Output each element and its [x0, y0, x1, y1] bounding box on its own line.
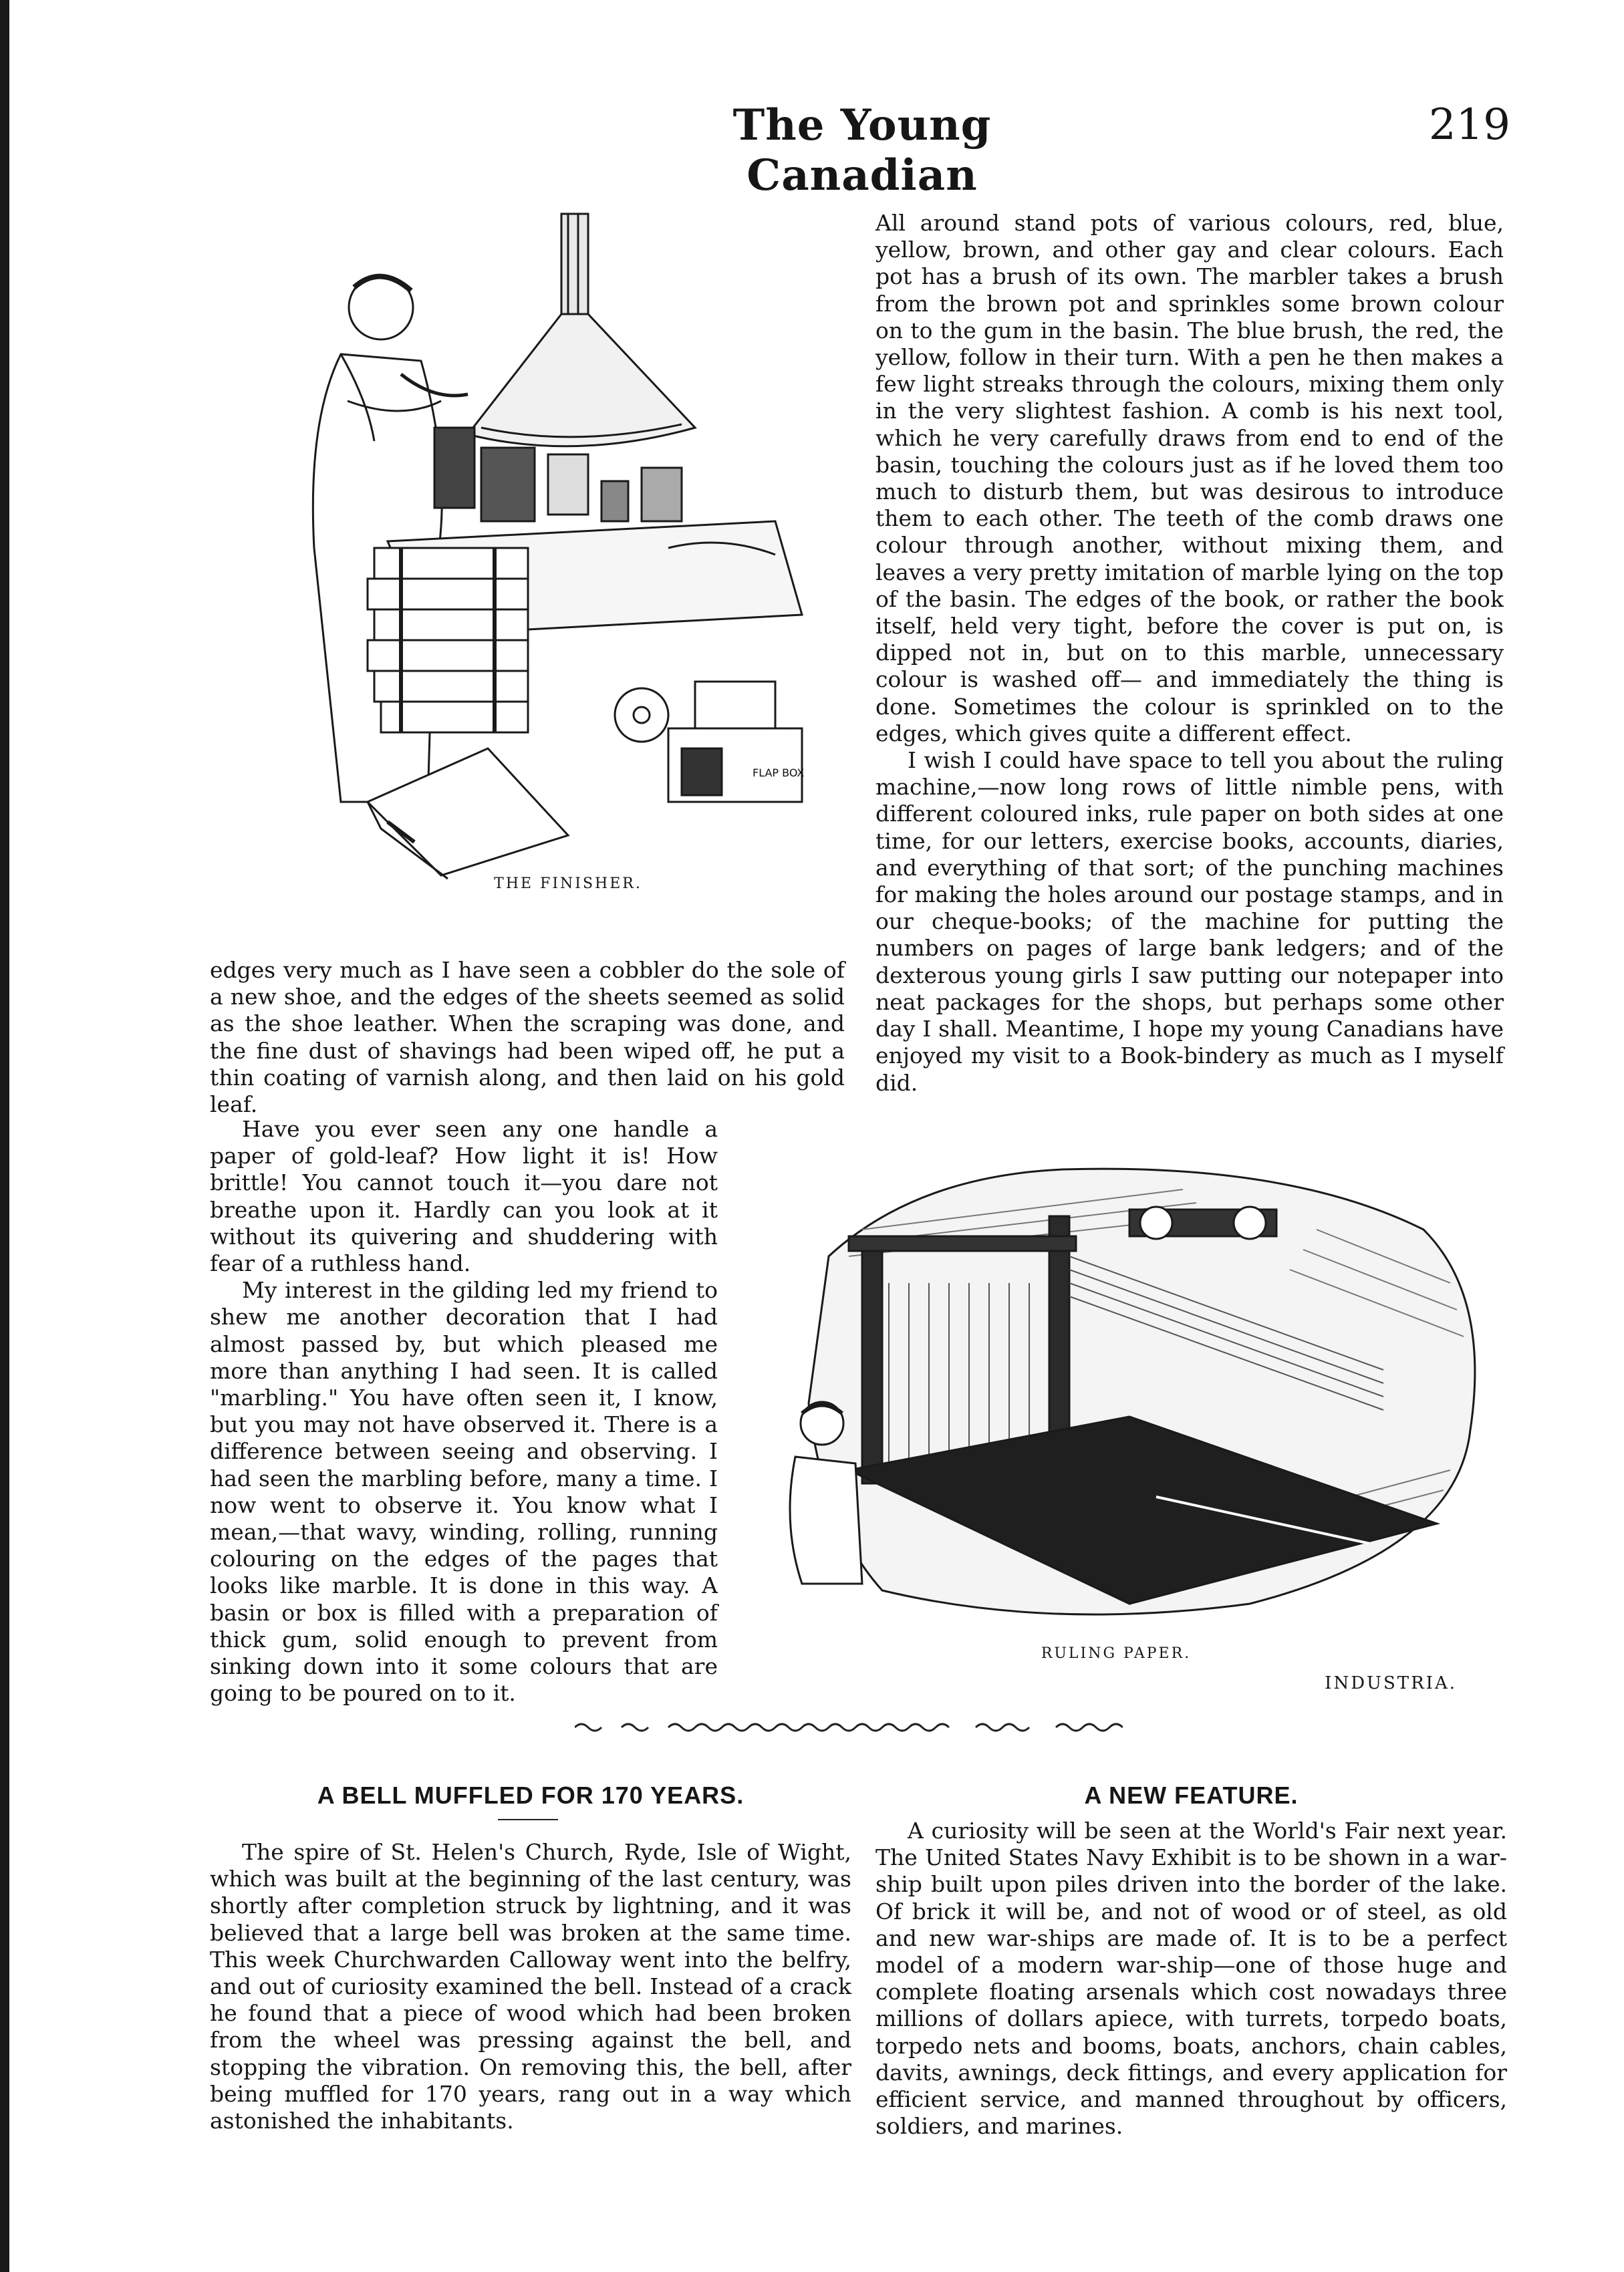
box-label: FLAP BOX	[753, 766, 805, 779]
section-divider	[575, 1717, 1123, 1737]
paragraph: I wish I could have space to tell you about the ruling machine,—now long rows of little nimble pens, with different coloured inks, rule paper on both sides at one time, for our letters, exercise books, accounts, diaries, and everything of that sort; of the punching machines for making the holes around our postage stamps, and in our cheque-books; of the machine for putting the numbers on pages of large bank ledgers; and of the dexterous young girls I saw putting our notepaper into neat packages for the shops, but perhaps some other day I shall. Meantime, I hope my young Canadians have enjoyed my visit to a Book-bindery as much as I myself did.	[875, 747, 1504, 1096]
article-right-column	[875, 210, 1504, 1097]
article-author: INDUSTRIA.	[1325, 1673, 1457, 1693]
bell-story-heading: A BELL MUFFLED FOR 170 YEARS.	[317, 1782, 745, 1809]
bell-story-body	[210, 1839, 851, 2134]
paragraph: The spire of St. Helen's Church, Ryde, Isle of Wight, which was built at the beginning of the last century, was shortly after completion struck by lightning, and it was believed that a large bell was broken at the same time. This week Churchwarden Calloway went into the belfry, and out of curiosity examined the bell. Instead of a crack he found that a piece of wood which had been broken from the wheel was pressing against the bell, and stopping the vibration. On removing this, the bell, after being muffled for 170 years, rang out in a way which astonished the inhabitants.	[210, 1839, 851, 2134]
finisher-illustration	[267, 200, 869, 882]
ruling-paper-illustration	[782, 1149, 1524, 1630]
paragraph: My interest in the gilding led my friend to shew me another decoration that I had almost passed by, but which pleased me more than anything I had seen. It is called "marbling." You have often seen it, I know, but you may not have observed it. There is a difference between seeing and observing. I had seen the marbling before, many a time. I now went to observe it. You know what I mean,—that wavy, winding, rolling, running colouring on the edges of the pages that looks like marble. It is done in this way. A basin or box is filled with a preparation of thick gum, solid enough to prevent from sinking down into it some colours that are going to be poured on to it.	[210, 1277, 718, 1707]
paragraph: edges very much as I have seen a cobbler do the sole of a new shoe, and the edges of the sheets seemed as solid as the shoe leather. When the scraping was done, and the fine dust of shavings had been wiped off, he put a thin coating of varnish along, and then laid on his gold leaf.	[210, 957, 845, 1118]
paragraph: All around stand pots of various colours, red, blue, yellow, brown, and other gay and clear colours. Each pot has a brush of its own. The marbler takes a brush from the brown pot and sprinkles some brown colour on to the gum in the basin. The blue brush, the red, the yellow, follow in their turn. With a pen he then makes a few light streaks through the colours, mixing them only in the very slightest fashion. A comb is his next tool, which he very carefully draws from end to end of the basin, touching the colours just as if he loved them too much to disturb them, but was desirous to introduce them to each other. The teeth of the comb draws one colour through another, without mixing them, and leaves a very pretty imitation of marble lying on the top of the basin. The edges of the book, or rather the book itself, held very tight, before the cover is put on, is dipped not in, but on to this marble, unnecessary colour is washed off— and immediately the thing is done. Sometimes the colour is sprinkled on to the edges, which gives quite a different effect.	[875, 210, 1504, 746]
page-title: The Young Canadian	[732, 100, 992, 200]
heading-rule	[498, 1819, 558, 1820]
page-edge	[0, 0, 9, 2272]
new-feature-heading: A NEW FEATURE.	[1084, 1782, 1299, 1809]
new-feature-body	[875, 1818, 1507, 2140]
page-number: 219	[1428, 100, 1510, 150]
article-left-column-narrow	[210, 1116, 718, 1707]
article-left-column-wide	[210, 957, 845, 1118]
paragraph: Have you ever seen any one handle a paper of gold-leaf? How light it is! How brittle! You cannot touch it—you dare not breathe upon it. Hardly can you look at it without its quivering and shuddering with fear of a ruthless hand.	[210, 1116, 718, 1277]
paragraph: A curiosity will be seen at the World's Fair next year. The United States Navy Exhibit is to be shown in a war-ship built upon piles driven into the border of the lake. Of brick it will be, and not of wood or of steel, as old and new war-ships are made of. It is to be a perfect model of a modern war-ship—one of those huge and complete floating arsenals which cost nowadays three millions of dollars apiece, with turrets, torpedo boats, torpedo nets and booms, boats, anchors, chain cables, davits, awnings, deck fittings, and every application for efficient service, and manned throughout by officers, soldiers, and marines.	[875, 1818, 1507, 2140]
ruling-paper-caption: RULING PAPER.	[1041, 1645, 1192, 1662]
finisher-caption: THE FINISHER.	[494, 875, 642, 892]
